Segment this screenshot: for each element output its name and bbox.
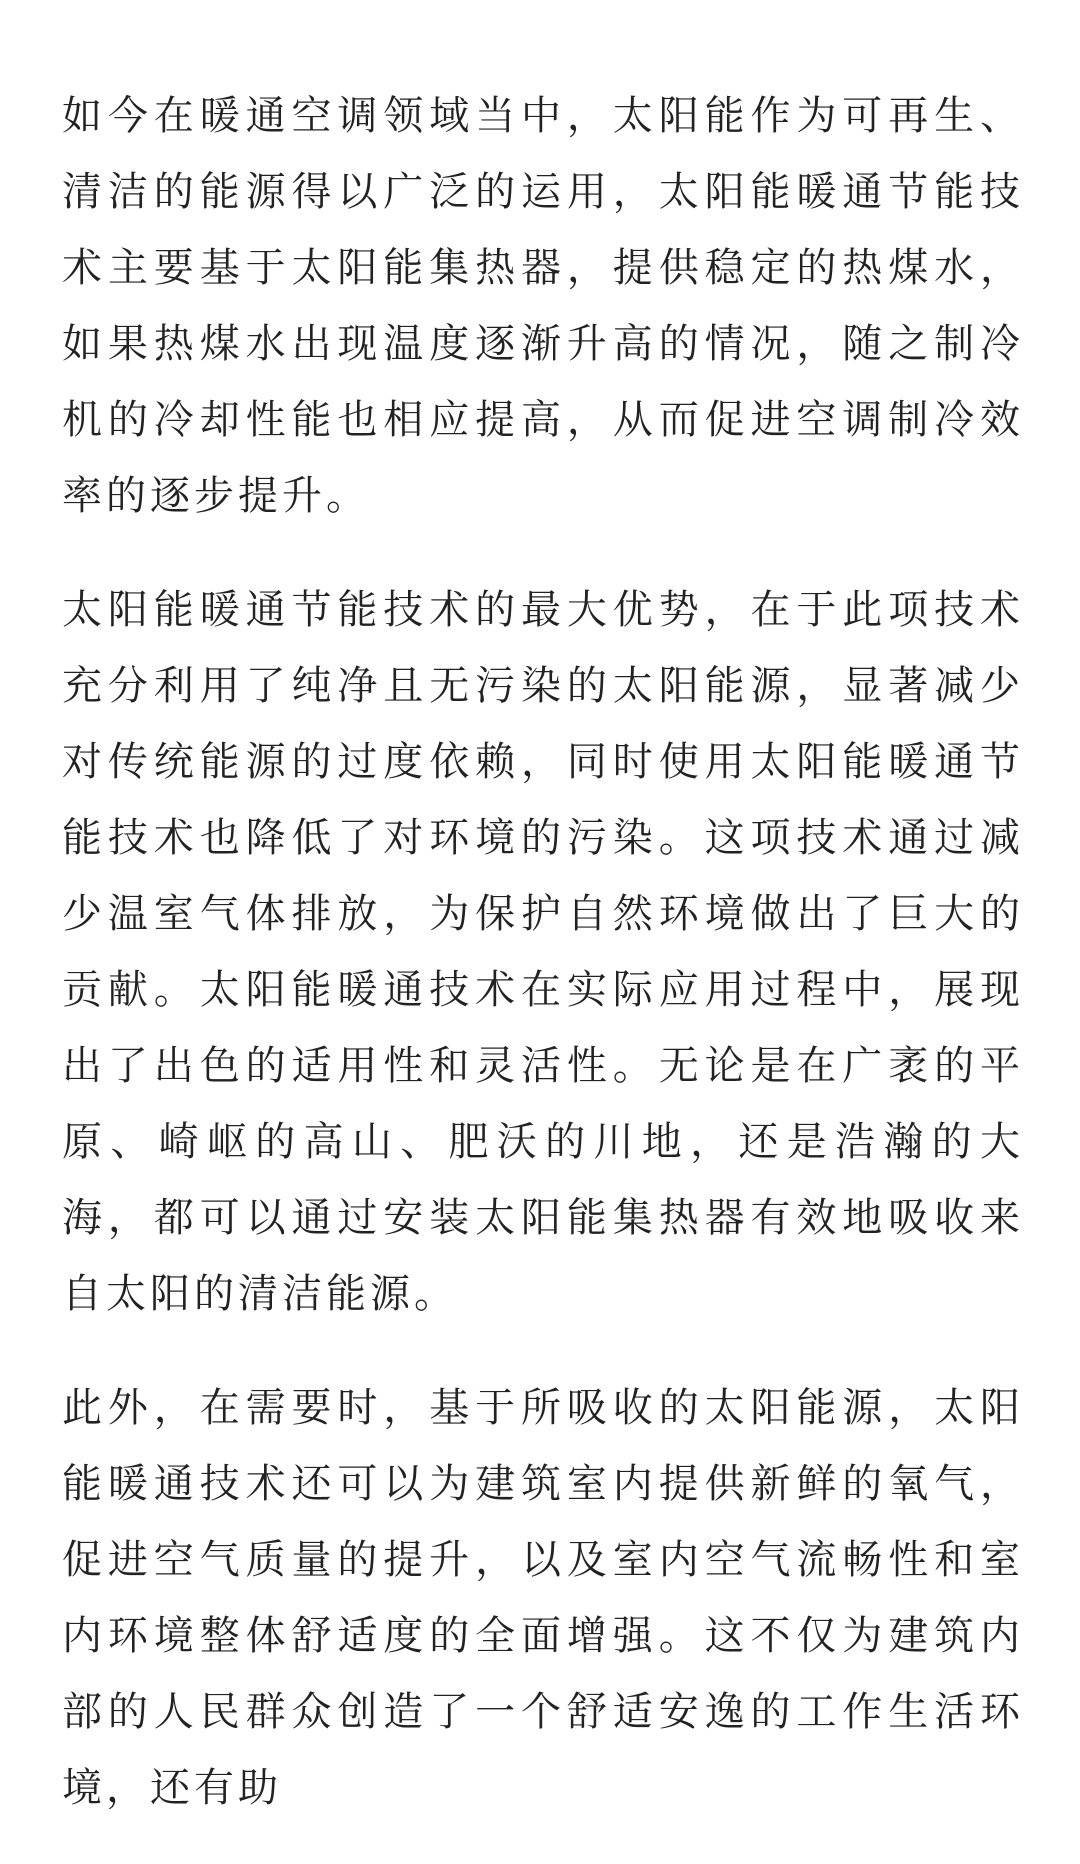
paragraph-1: 如今在暖通空调领域当中，太阳能作为可再生、清洁的能源得以广泛的运用，太阳能暖通节能技术主要基于太阳能集热器，提供稳定的热煤水，如果热煤水出现温度逐渐升高的情况，随之制冷机的冷却性能也相应提高，从而促进空调制冷效率的逐步提升。 (62, 93, 1024, 519)
article-body (62, 78, 1024, 1864)
paragraph-3: 此外，在需要时，基于所吸收的太阳能源，太阳能暖通技术还可以为建筑室内提供新鲜的氧气，促进空气质量的提升，以及室内空气流畅性和室内环境整体舒适度的全面增强。这不仅为建筑内部的人民群众创造了一个舒适安逸的工作生活环境，还有助 (62, 1385, 1024, 1811)
paragraph-2: 太阳能暖通节能技术的最大优势，在于此项技术充分利用了纯净且无污染的太阳能源，显著减少对传统能源的过度依赖，同时使用太阳能暖通节能技术也降低了对环境的污染。这项技术通过减少温室气体排放，为保护自然环境做出了巨大的贡献。太阳能暖通技术在实际应用过程中，展现出了出色的适用性和灵活性。无论是在广袤的平原、崎岖的高山、肥沃的川地，还是浩瀚的大海，都可以通过安装太阳能集热器有效地吸收来自太阳的清洁能源。 (62, 587, 1024, 1317)
